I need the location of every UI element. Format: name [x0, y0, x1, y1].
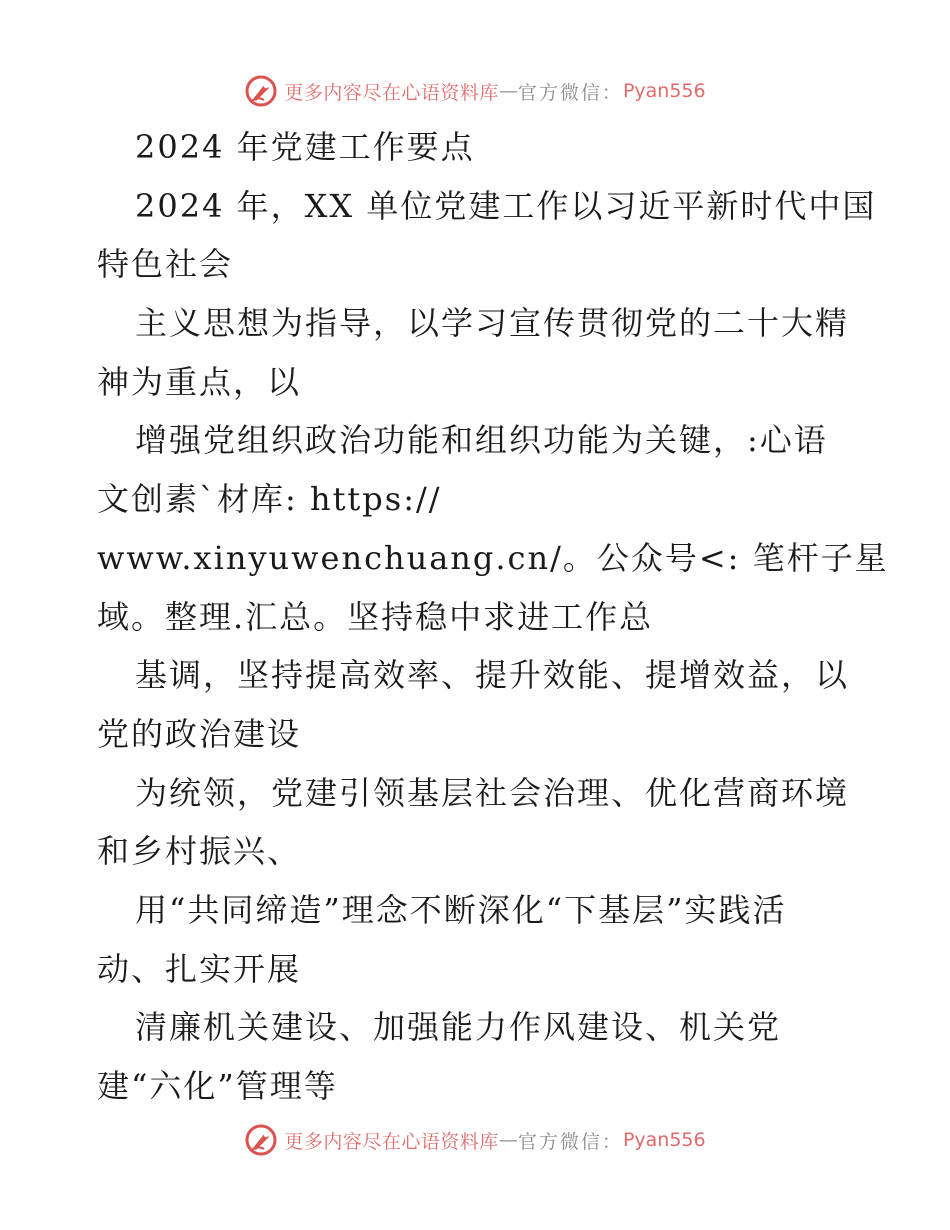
banner-wechat-id: Pyan556 [622, 80, 706, 102]
document-line: 域。整理.汇总。坚持稳中求进工作总 [97, 597, 654, 636]
banner-separator: — [498, 80, 518, 102]
document-line: 建“六化”管理等 [97, 1067, 338, 1105]
document-line: 和乡村振兴、 [97, 832, 302, 871]
document-line: 用“共同缔造”理念不断深化“下基层”实践活 [135, 890, 787, 929]
header-watermark-banner [0, 71, 950, 111]
document-body [97, 118, 889, 1116]
document-line: 清廉机关建设、加强能力作风建设、机关党 [135, 1008, 782, 1047]
document-line: 神为重点，以 [97, 362, 302, 401]
document-line: 文创素`材库: https:// [97, 480, 442, 519]
document-line: 党的政治建设 [97, 714, 302, 753]
banner-wechat-label: 官方微信： [517, 1130, 623, 1153]
pen-nib-logo-icon [244, 1123, 278, 1157]
document-line: 为统领，党建引领基层社会治理、优化营商环境 [135, 773, 850, 812]
pen-nib-logo-icon [244, 74, 278, 108]
document-line: 动、扎实开展 [97, 949, 302, 988]
banner-brand-text: 更多内容尽在心语资料库 [284, 81, 499, 104]
banner-wechat-label: 官方微信： [517, 81, 623, 104]
document-line: 基调，坚持提高效率、提升效能、提增效益，以 [135, 656, 850, 695]
banner-separator: — [498, 1129, 518, 1151]
document-line: 特色社会 [97, 245, 234, 284]
banner-wechat-id: Pyan556 [622, 1129, 706, 1151]
document-line: 增强党组织政治功能和组织功能为关键，:心语 [135, 421, 828, 460]
banner-brand-text: 更多内容尽在心语资料库 [284, 1130, 499, 1153]
footer-watermark-banner [0, 1120, 950, 1160]
document-line: 主义思想为指导，以学习宣传贯彻党的二十大精 [135, 304, 850, 343]
document-line: 2024 年，XX 单位党建工作以习近平新时代中国 [135, 186, 877, 225]
document-title: 2024 年党建工作要点 [135, 128, 475, 166]
document-line: www.xinyuwenchuang.cn/。公众号<: 笔杆子星 [97, 538, 889, 577]
